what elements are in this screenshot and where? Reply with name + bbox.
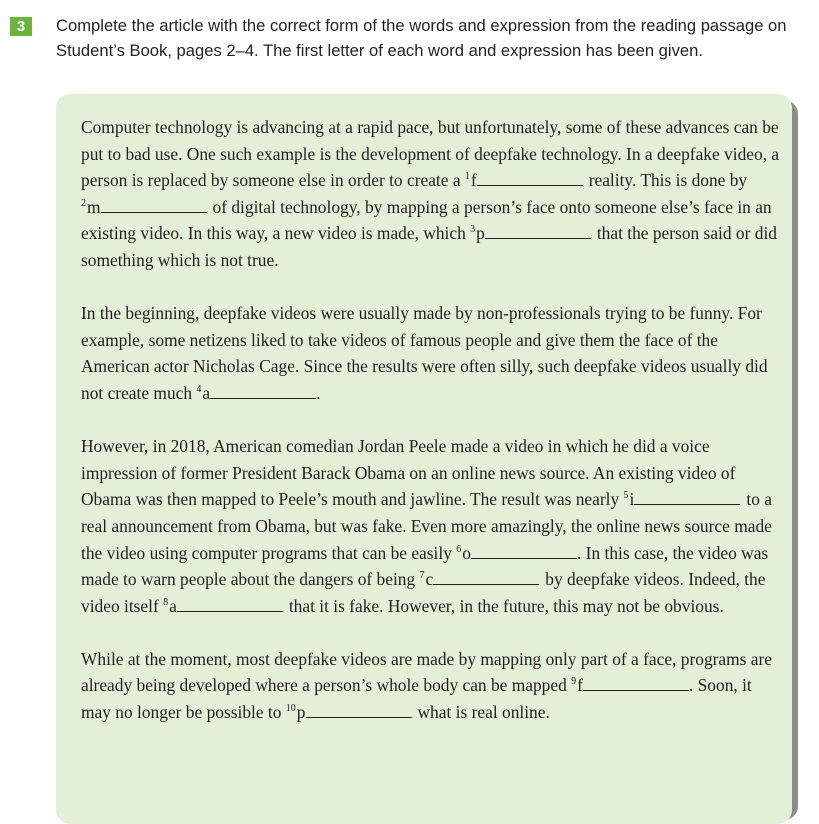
answer-blank[interactable]	[306, 716, 412, 718]
answer-blank[interactable]	[177, 610, 283, 612]
exercise-number-badge: 3	[10, 17, 32, 36]
gap-number: 9	[571, 676, 577, 688]
gap-10[interactable]	[286, 699, 418, 726]
text-segment: . Soon, it may no longer be possible to	[81, 675, 752, 723]
text-segment: While at the moment, most deepfake videos are made by mapping only part of a face, programs are already being developed where a person’s whole body can be mapped	[81, 648, 773, 696]
answer-blank[interactable]	[634, 503, 740, 505]
gap-first-letter: a	[202, 382, 211, 403]
gap-5[interactable]	[624, 486, 747, 513]
gap-number: 4	[196, 383, 202, 395]
gap-4[interactable]	[196, 380, 316, 407]
answer-blank[interactable]	[433, 583, 539, 585]
text-segment: by deepfake videos. Indeed, the video itself	[81, 569, 766, 616]
text-segment: what is real online.	[417, 702, 550, 723]
gap-number: 1	[464, 171, 470, 183]
gap-number: 2	[81, 197, 86, 209]
text-segment: However, in 2018, American comedian Jordan Peele made a video in which he did a voice impression of former President Barack Obama on an online news source. An existing video of Obama was then mapped to Peele’s mouth and jawline. The result was nearly	[81, 436, 736, 510]
gap-number: 5	[623, 490, 629, 502]
answer-blank[interactable]	[583, 689, 689, 691]
text-segment: of digital technology, by mapping a person’s face onto someone else’s face in an existing video. In this way, a new video is made, which	[81, 196, 772, 244]
answer-blank[interactable]	[210, 397, 316, 399]
text-segment: reality. This is done by	[588, 170, 748, 191]
gap-first-letter: p	[476, 223, 485, 244]
gap-number: 6	[456, 543, 462, 555]
gap-number: 8	[163, 596, 169, 608]
gap-first-letter: m	[87, 196, 101, 217]
gap-1[interactable]	[465, 167, 589, 194]
text-segment: .	[316, 382, 321, 403]
article-text	[81, 114, 781, 752]
gap-8[interactable]	[163, 593, 289, 620]
gap-number: 10	[285, 703, 296, 715]
gap-9[interactable]	[571, 672, 689, 699]
gap-number: 3	[470, 224, 476, 236]
gap-first-letter: p	[296, 702, 306, 723]
article-paragraph-3	[81, 433, 781, 619]
gap-first-letter: c	[425, 569, 434, 590]
gap-first-letter: f	[577, 675, 583, 696]
answer-blank[interactable]	[101, 211, 207, 213]
gap-first-letter: f	[470, 170, 477, 191]
text-segment: In the beginning, deepfake videos were usually made by non-professionals trying to be funny. For example, some netizens liked to take videos of famous people and give them the face of the American actor Nicholas Cage. Since the results were often silly, such deepfake videos usually did not create much	[81, 303, 768, 403]
exercise-instructions: Complete the article with the correct form of the words and expression from the reading passage on Student’s Book, pages 2–4. The first letter of each word and expression has been given.	[56, 16, 787, 60]
text-segment: to a real announcement from Obama, but was fake. Even more amazingly, the online news source made the video using computer programs that can be easily	[81, 489, 772, 563]
gap-7[interactable]	[420, 566, 546, 593]
gap-first-letter: i	[629, 489, 635, 510]
answer-blank[interactable]	[477, 184, 583, 186]
gap-3[interactable]	[470, 220, 597, 247]
gap-first-letter: a	[169, 595, 177, 616]
text-segment: that the person said or did something which is not true.	[81, 223, 777, 270]
text-segment: Computer technology is advancing at a rapid pace, but unfortunately, some of these advances can be put to bad use. One such example is the development of deepfake technology. In a deepfake video, a person is replaced by someone else in order to create a	[81, 117, 780, 191]
gap-2[interactable]	[81, 194, 213, 221]
article-paragraph-4	[81, 646, 781, 726]
gap-6[interactable]	[456, 540, 577, 567]
article-paragraph-2	[81, 300, 781, 406]
text-segment: . In this case, the video was made to warn people about the dangers of being	[81, 542, 769, 590]
answer-blank[interactable]	[471, 557, 577, 559]
gap-number: 7	[419, 570, 425, 582]
article-paragraph-1	[81, 114, 781, 274]
gap-first-letter: o	[462, 542, 471, 563]
text-segment: that it is fake. However, in the future, this may not be obvious.	[288, 595, 724, 616]
answer-blank[interactable]	[485, 237, 591, 239]
